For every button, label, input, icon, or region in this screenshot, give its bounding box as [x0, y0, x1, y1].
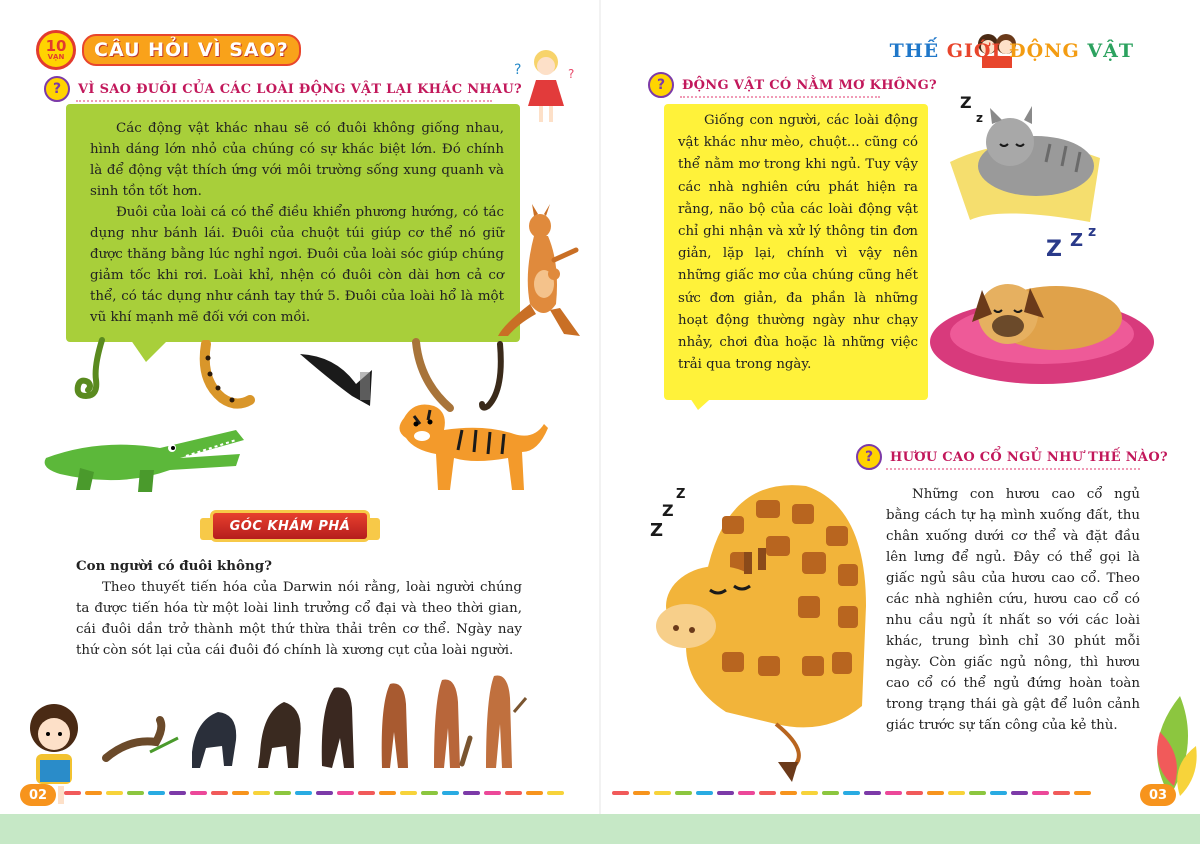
- page-number-right: 03: [1140, 784, 1176, 806]
- dreams-box-pointer: [686, 392, 718, 410]
- question-bubble-icon: ?: [44, 76, 70, 102]
- dreams-text-box: [664, 104, 928, 400]
- crocodile-illustration: [40, 418, 250, 498]
- sleep-mark-4: Z: [1070, 230, 1084, 251]
- book-title-word-2: GIỚI: [946, 40, 1002, 62]
- section3-heading: [856, 444, 1168, 470]
- human-evolution-illustration: [100, 668, 530, 780]
- leopard-tail-icon: [196, 340, 256, 414]
- section3-heading-text: HƯƠU CAO CỔ NGỦ NHƯ THẾ NÀO?: [890, 449, 1168, 465]
- tails-paragraph-2: Đuôi của loài cá có thể điều khiển phương hướng, có tác dụng như bánh lái. Đuôi của chuột túi giúp cơ thể nó giữ được thăng bằng lúc nghỉ ngơi. Đuôi của loài sóc giúp chúng giảm tốc khi rơi. Loài khỉ, nhện có đuôi còn dài hơn cả cơ thể, có tác dụng như cánh tay thứ 5. Đuôi của loài hổ là một vũ khí mạnh mẽ đối với con mồi.: [90, 205, 504, 325]
- book-title-word-1: THẾ: [889, 40, 940, 62]
- explore-banner-label: GÓC KHÁM PHÁ: [229, 518, 351, 534]
- explore-question: Con người có đuôi không?: [76, 558, 272, 574]
- footer-stripe-right: [612, 784, 1091, 802]
- section1-heading: [44, 76, 522, 102]
- question-bubble-icon: ?: [648, 72, 674, 98]
- svg-text:Z: Z: [676, 487, 686, 502]
- tails-paragraph-1: Các động vật khác nhau sẽ có đuôi không giống nhau, hình dáng lớn nhỏ của chúng có sự khác biệt lớn. Đó chính là để động vật thích ứng với môi trường sống xung quanh và sinh tồn tốt hơn.: [90, 121, 504, 199]
- section1-underline: [76, 100, 492, 102]
- tiger-illustration: [384, 394, 554, 498]
- section3-underline: [886, 468, 1140, 470]
- svg-text:Z: Z: [662, 501, 674, 520]
- section2-heading: [648, 72, 937, 98]
- girl-illustration: [512, 44, 582, 128]
- book-title: [890, 40, 1134, 62]
- explore-paragraph: Theo thuyết tiến hóa của Darwin nói rằng, loài người chúng ta được tiến hóa từ một loài linh trưởng cổ đại và theo thời gian, cái đuôi dần trở thành một thứ thừa thải trên cơ thể. Ngày nay thứ còn sót lại của cái đuôi đó chính là xương cụt của loài người.: [76, 580, 522, 658]
- series-badge-unit: VẠN: [47, 53, 65, 61]
- tails-text-box: [66, 104, 520, 342]
- sleep-mark-3: Z: [1046, 237, 1062, 262]
- sleep-mark-2: z: [976, 111, 983, 125]
- series-badge: [36, 30, 76, 70]
- dreams-paragraph: Giống con người, các loài động vật khác như mèo, chuột... cũng có thể nằm mơ trong khi ngủ. Tuy vậy các nhà nghiên cứu phát hiện ra rằng, não bộ của các loài động vật chỉ ghi nhận và xử lý thông tin đơn giản, lặp lại, chính vì vậy nên những giấc mơ của chúng cũng hết sức đơn giản, đa phần là những hoạt động thường ngày như chạy nhảy, chơi đùa hoặc là những việc trải qua trong ngày.: [678, 113, 918, 373]
- sleeping-cat-illustration: [940, 88, 1110, 228]
- sleeping-dog-illustration: [926, 222, 1156, 388]
- giraffe-text: [886, 484, 1140, 736]
- explore-banner: [200, 506, 380, 546]
- section2-heading-text: ĐỘNG VẬT CÓ NẰM MƠ KHÔNG?: [682, 77, 937, 93]
- series-badge-number: 10: [45, 37, 67, 55]
- series-title: CÂU HỎI VÌ SAO?: [82, 34, 301, 66]
- banner-plate: [210, 510, 370, 542]
- svg-text:?: ?: [568, 67, 575, 81]
- section2-underline: [680, 96, 880, 98]
- right-page: [600, 0, 1200, 844]
- black-fin-tail-icon: [296, 350, 378, 408]
- book-title-word-3: ĐỘNG: [1008, 40, 1080, 62]
- chameleon-tail-icon: [74, 336, 114, 402]
- sleeping-giraffe-illustration: [626, 456, 886, 786]
- svg-text:Z: Z: [650, 520, 664, 541]
- book-title-word-4: VẬT: [1087, 40, 1134, 62]
- sleep-mark-5: z: [1088, 224, 1097, 240]
- explore-text: [76, 556, 522, 661]
- section1-heading-text: VÌ SAO ĐUÔI CỦA CÁC LOÀI ĐỘNG VẬT LẠI KHÁC NHAU?: [78, 81, 522, 97]
- tails-box-pointer: [128, 336, 172, 362]
- page-number-left: 02: [20, 784, 56, 806]
- svg-text:?: ?: [514, 62, 522, 78]
- series-logo: [36, 30, 301, 70]
- kangaroo-illustration: [494, 204, 590, 340]
- question-bubble-icon: ?: [856, 444, 882, 470]
- sleep-mark-1: Z: [960, 93, 972, 112]
- footer-stripe-left: [64, 784, 564, 802]
- giraffe-paragraph: Những con hươu cao cổ ngủ bằng cách tự hạ mình xuống đất, thu chân xuống dưới cơ thể và đặt đầu lên lưng để ngủ. Đây có thể gọi là giấc ngủ sâu của hươu cao cổ. Theo các nhà nghiên cứu, hươu cao cổ có nhu cầu ngủ ít nhất so với các loài khác, trung bình chỉ 30 phút mỗi ngày. Còn giấc ngủ nông, thì hươu cao cổ có thể ngủ đứng hoàn toàn trong trạng thái gà gật để luôn cảnh giác trước sự tấn công của kẻ thù.: [886, 487, 1140, 733]
- footer-band: [0, 814, 1200, 844]
